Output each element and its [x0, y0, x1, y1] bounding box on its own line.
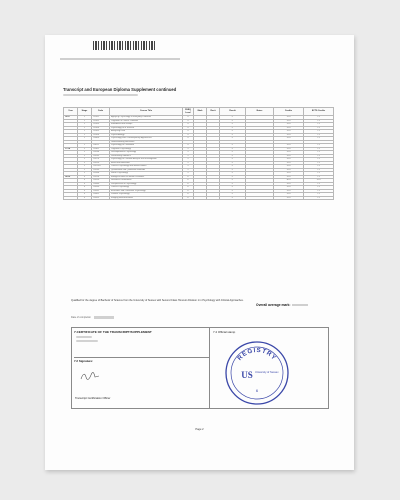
cell-title: Imaging Mind and Brain [110, 196, 183, 200]
col-ects: ECTS Credits [304, 108, 334, 116]
cell-stage: 2 [78, 168, 92, 172]
col-year: Year [64, 108, 78, 116]
cell-title: Clinical Psychology [110, 186, 183, 190]
signature-scribble [80, 372, 100, 381]
cell-result: P [220, 119, 246, 123]
table-header-row [64, 108, 334, 116]
cell-code: C8402 [92, 193, 110, 197]
cell-year: 17/18 [64, 147, 78, 151]
cell-ects: 7.5 [304, 151, 334, 155]
cell-credits: 15.0 [274, 189, 304, 193]
completion-date-blur [94, 316, 114, 318]
cell-result: P [220, 196, 246, 200]
cell-fheq: 4 [183, 144, 194, 148]
stamp-label: 7.4 Official stamp [213, 330, 236, 334]
cell-title: Applying Psychology to Everyday Problems [110, 116, 183, 120]
stamp-university: University of Sussex [255, 371, 279, 374]
cell-fheq: 5 [183, 158, 194, 162]
cell-fheq: 5 [183, 172, 194, 176]
cell-code: C8105 [92, 130, 110, 134]
cell-code: C8492 [92, 189, 110, 193]
cell-result: P [220, 130, 246, 134]
cell-result: P [220, 116, 246, 120]
cell-ects: 7.5 [304, 116, 334, 120]
average-value-blur [292, 304, 308, 307]
cell-stage: 2 [78, 158, 92, 162]
cell-result: P [220, 123, 246, 127]
cell-credits: 15.0 [274, 161, 304, 165]
cell-stage: 1 [78, 126, 92, 130]
cell-code: C8480 [92, 182, 110, 186]
cell-title: Psychology of Criminal Analysis and Investigation [110, 158, 183, 162]
certificate-blur-2 [76, 340, 98, 342]
cell-ects: 7.5 [304, 161, 334, 165]
cell-title: Developmental Psychology [110, 151, 183, 155]
cell-fheq: 5 [183, 154, 194, 158]
cell-credits: 15.0 [274, 172, 304, 176]
cell-resit [207, 196, 220, 200]
col-mark: Mark [194, 108, 207, 116]
cell-fheq: 6 [183, 182, 194, 186]
cell-stage: 1 [78, 137, 92, 141]
cell-fheq: 5 [183, 168, 194, 172]
cell-stage: 3 [78, 196, 92, 200]
cell-fheq: 6 [183, 193, 194, 197]
cell-notes [246, 196, 274, 200]
cell-ects: 7.5 [304, 133, 334, 137]
cell-credits: 15.0 [274, 123, 304, 127]
cell-result: P [220, 182, 246, 186]
qualification-statement: Qualified for the degree of Bachelor of Science from the University of Sussex with Second Class Honours Division 1 in Psychology with Clinical Approaches. [71, 299, 244, 302]
cell-title: Cognitive Psychology [110, 147, 183, 151]
cell-fheq: 5 [183, 147, 194, 151]
cell-fheq: 5 [183, 165, 194, 169]
cell-fheq: 6 [183, 179, 194, 183]
cell-ects: 15.0 [304, 179, 334, 183]
cell-result: P [220, 151, 246, 155]
section-title: Transcript and European Diploma Supplement continued [63, 87, 177, 92]
cell-result: P [220, 193, 246, 197]
cell-code: C8338 [92, 172, 110, 176]
certification-officer: Transcript Certification Officer [75, 397, 111, 400]
cell-credits: 15.0 [274, 154, 304, 158]
cell-ects: 7.5 [304, 147, 334, 151]
cell-credits: 15.0 [274, 137, 304, 141]
cell-credits: 15.0 [274, 133, 304, 137]
cell-ects: 7.5 [304, 144, 334, 148]
transcript-table [63, 107, 334, 200]
cell-credits: 15.0 [274, 144, 304, 148]
certificate-box [71, 327, 329, 409]
cell-code: C8550 [92, 179, 110, 183]
cell-credits: 30.0 [274, 179, 304, 183]
cell-code: C8101 [92, 116, 110, 120]
cell-year: 18/19 [64, 175, 78, 179]
cell-fheq: 4 [183, 137, 194, 141]
cell-stage: 3 [78, 175, 92, 179]
cell-credits: 15.0 [274, 126, 304, 130]
col-resit: Resit [207, 108, 220, 116]
cell-ects: 7.5 [304, 182, 334, 186]
cell-ects: 7.5 [304, 154, 334, 158]
cell-fheq: 4 [183, 116, 194, 120]
cell-code: C8509 [92, 196, 110, 200]
cell-result: P [220, 165, 246, 169]
barcode [93, 41, 155, 50]
cell-ects: 7.5 [304, 186, 334, 190]
stamp-logo: US [241, 370, 253, 380]
cell-code: C8301 [92, 147, 110, 151]
cell-stage: 2 [78, 172, 92, 176]
cell-title: Biological Basis of Mental Disorders [110, 175, 183, 179]
cell-code: C8106 [92, 133, 110, 137]
cell-code: C8490 [92, 186, 110, 190]
cell-result: P [220, 126, 246, 130]
cell-title: Perspectives in Psychology [110, 182, 183, 186]
completion-date [71, 316, 114, 319]
cell-ects: 7.5 [304, 172, 334, 176]
cell-credits: 15.0 [274, 116, 304, 120]
cell-result: P [220, 189, 246, 193]
cell-result: P [220, 186, 246, 190]
cell-result: P [220, 172, 246, 176]
page-number: Page 2 [195, 428, 204, 431]
cell-stage: 2 [78, 151, 92, 155]
cell-fheq: 5 [183, 161, 194, 165]
cell-stage: 1 [78, 119, 92, 123]
col-stage: Stage [78, 108, 92, 116]
cell-code: C8548 [92, 151, 110, 155]
cell-fheq: 6 [183, 189, 194, 193]
cell-credits: 15.0 [274, 130, 304, 134]
cell-ects: 7.5 [304, 137, 334, 141]
cell-title: Psychology of Childhood [110, 144, 183, 148]
col-course-title: Course Title [110, 108, 183, 116]
certificate-title: 7.CERTIFICATE OF THE TRANSCRIPT/SUPPLEMENT [74, 330, 152, 334]
cell-credits: 15.0 [274, 186, 304, 190]
cell-mark [194, 196, 207, 200]
cell-title: Positive Psychology [110, 193, 183, 197]
cell-title: Cognition in Clinical Contexts [110, 119, 183, 123]
cell-result: P [220, 154, 246, 158]
col-result: Result [220, 108, 246, 116]
cell-result: P [220, 168, 246, 172]
cell-stage: 1 [78, 130, 92, 134]
cell-code: C8102 [92, 119, 110, 123]
cell-stage: 2 [78, 165, 92, 169]
cell-stage: 2 [78, 154, 92, 158]
cell-credits: 15.0 [274, 151, 304, 155]
cell-ects: 7.5 [304, 193, 334, 197]
certificate-left-panel [72, 328, 210, 408]
cell-stage: 1 [78, 133, 92, 137]
cell-ects: 7.5 [304, 165, 334, 169]
cell-stage: 2 [78, 161, 92, 165]
cell-code: C8550 [92, 161, 110, 165]
cell-code: C8104 [92, 126, 110, 130]
cell-ects: 7.5 [304, 130, 334, 134]
cell-stage: 3 [78, 182, 92, 186]
certificate-blur-1 [76, 336, 92, 338]
cell-title: Social Psychology [110, 172, 183, 176]
cell-title: Economic and Consumer Psychology [110, 189, 183, 193]
cell-fheq: 5 [183, 151, 194, 155]
cell-title: Analysing Data [110, 130, 183, 134]
cell-stage: 3 [78, 193, 92, 197]
cell-title: Discovering Statistics [110, 154, 183, 158]
cell-ects: 7.5 [304, 126, 334, 130]
cell-ects: 7.5 [304, 119, 334, 123]
cell-result: P [220, 179, 246, 183]
table-row [64, 196, 334, 200]
registry-stamp [224, 340, 290, 406]
cell-year: 16/17 [64, 116, 78, 120]
cell-credits: 15.0 [274, 147, 304, 151]
cell-code: C8513R [92, 165, 110, 169]
cell-ects: 7.5 [304, 168, 334, 172]
cell-stage: 3 [78, 186, 92, 190]
cell-result: P [220, 147, 246, 151]
student-details-blur [63, 94, 138, 96]
cell-code: C8576 [92, 158, 110, 162]
overall-average [256, 303, 308, 307]
cell-result: P [220, 133, 246, 137]
cell-stage: 1 [78, 123, 92, 127]
cell-ects: 7.5 [304, 196, 334, 200]
cell-code: C8549 [92, 154, 110, 158]
cell-title: Brain and Behaviour [110, 161, 183, 165]
cell-credits: 15.0 [274, 158, 304, 162]
stamp-number: 6 [255, 388, 259, 393]
table-body [64, 116, 334, 200]
col-credits: Credits [274, 108, 304, 116]
cell-year [64, 196, 78, 200]
cell-ects: 7.5 [304, 175, 334, 179]
cell-code: C8611 [92, 144, 110, 148]
cell-result: P [220, 144, 246, 148]
cell-fheq: 6 [183, 196, 194, 200]
cell-fheq: 4 [183, 119, 194, 123]
cell-credits: 15.0 [274, 168, 304, 172]
completion-label: Date of completion [71, 316, 91, 319]
cell-fheq: 6 [183, 175, 194, 179]
col-code: Code [92, 108, 110, 116]
cell-ects: 7.5 [304, 123, 334, 127]
cell-fheq: 4 [183, 130, 194, 134]
cell-stage: 3 [78, 179, 92, 183]
cell-stage: 3 [78, 189, 92, 193]
cell-code: C8400 [92, 137, 110, 141]
signature-label: 7.2 Signature: [74, 357, 210, 363]
cell-ects: 7.5 [304, 158, 334, 162]
transcript-page [45, 35, 354, 470]
cell-result: P [220, 158, 246, 162]
cell-credits: 15.0 [274, 193, 304, 197]
average-label: Overall average mark: [256, 303, 291, 307]
cell-credits: 15.0 [274, 182, 304, 186]
cell-result: P [220, 137, 246, 141]
cell-stage: 2 [78, 147, 92, 151]
cell-fheq: 6 [183, 186, 194, 190]
cell-credits: 15.0 [274, 196, 304, 200]
header-blur-line [60, 58, 180, 60]
cell-title: Research Dissertation [110, 179, 183, 183]
col-fheq: FHEQ Level [183, 108, 194, 116]
col-notes: Notes [246, 108, 274, 116]
cell-credits: 15.0 [274, 175, 304, 179]
cell-title: Clinical Psychology and Mental Health [110, 165, 183, 169]
cell-fheq: 4 [183, 126, 194, 130]
cell-title: Understanding Behaviour [110, 140, 183, 144]
cell-title: Quantitative and Qualitative Methods [110, 168, 183, 172]
cell-ects: 7.5 [304, 189, 334, 193]
cell-fheq: 4 [183, 133, 194, 137]
cell-credits: 15.0 [274, 119, 304, 123]
cell-stage: 1 [78, 116, 92, 120]
cell-title: Psychobiology [110, 133, 183, 137]
cell-title: Individuals and Groups [110, 123, 183, 127]
cell-stage: 1 [78, 144, 92, 148]
cell-result: P [220, 175, 246, 179]
cell-title: Psychology from Contemporary Approaches [110, 137, 183, 141]
cell-fheq: 4 [183, 123, 194, 127]
cell-code: C8103 [92, 123, 110, 127]
cell-credits: 15.0 [274, 165, 304, 169]
cell-code: C8540 [92, 168, 110, 172]
stamp-registry-text: REGISTRY [236, 346, 278, 362]
cell-code: C8558 [92, 175, 110, 179]
cell-title: Psychology as a Science [110, 126, 183, 130]
cell-result: P [220, 161, 246, 165]
